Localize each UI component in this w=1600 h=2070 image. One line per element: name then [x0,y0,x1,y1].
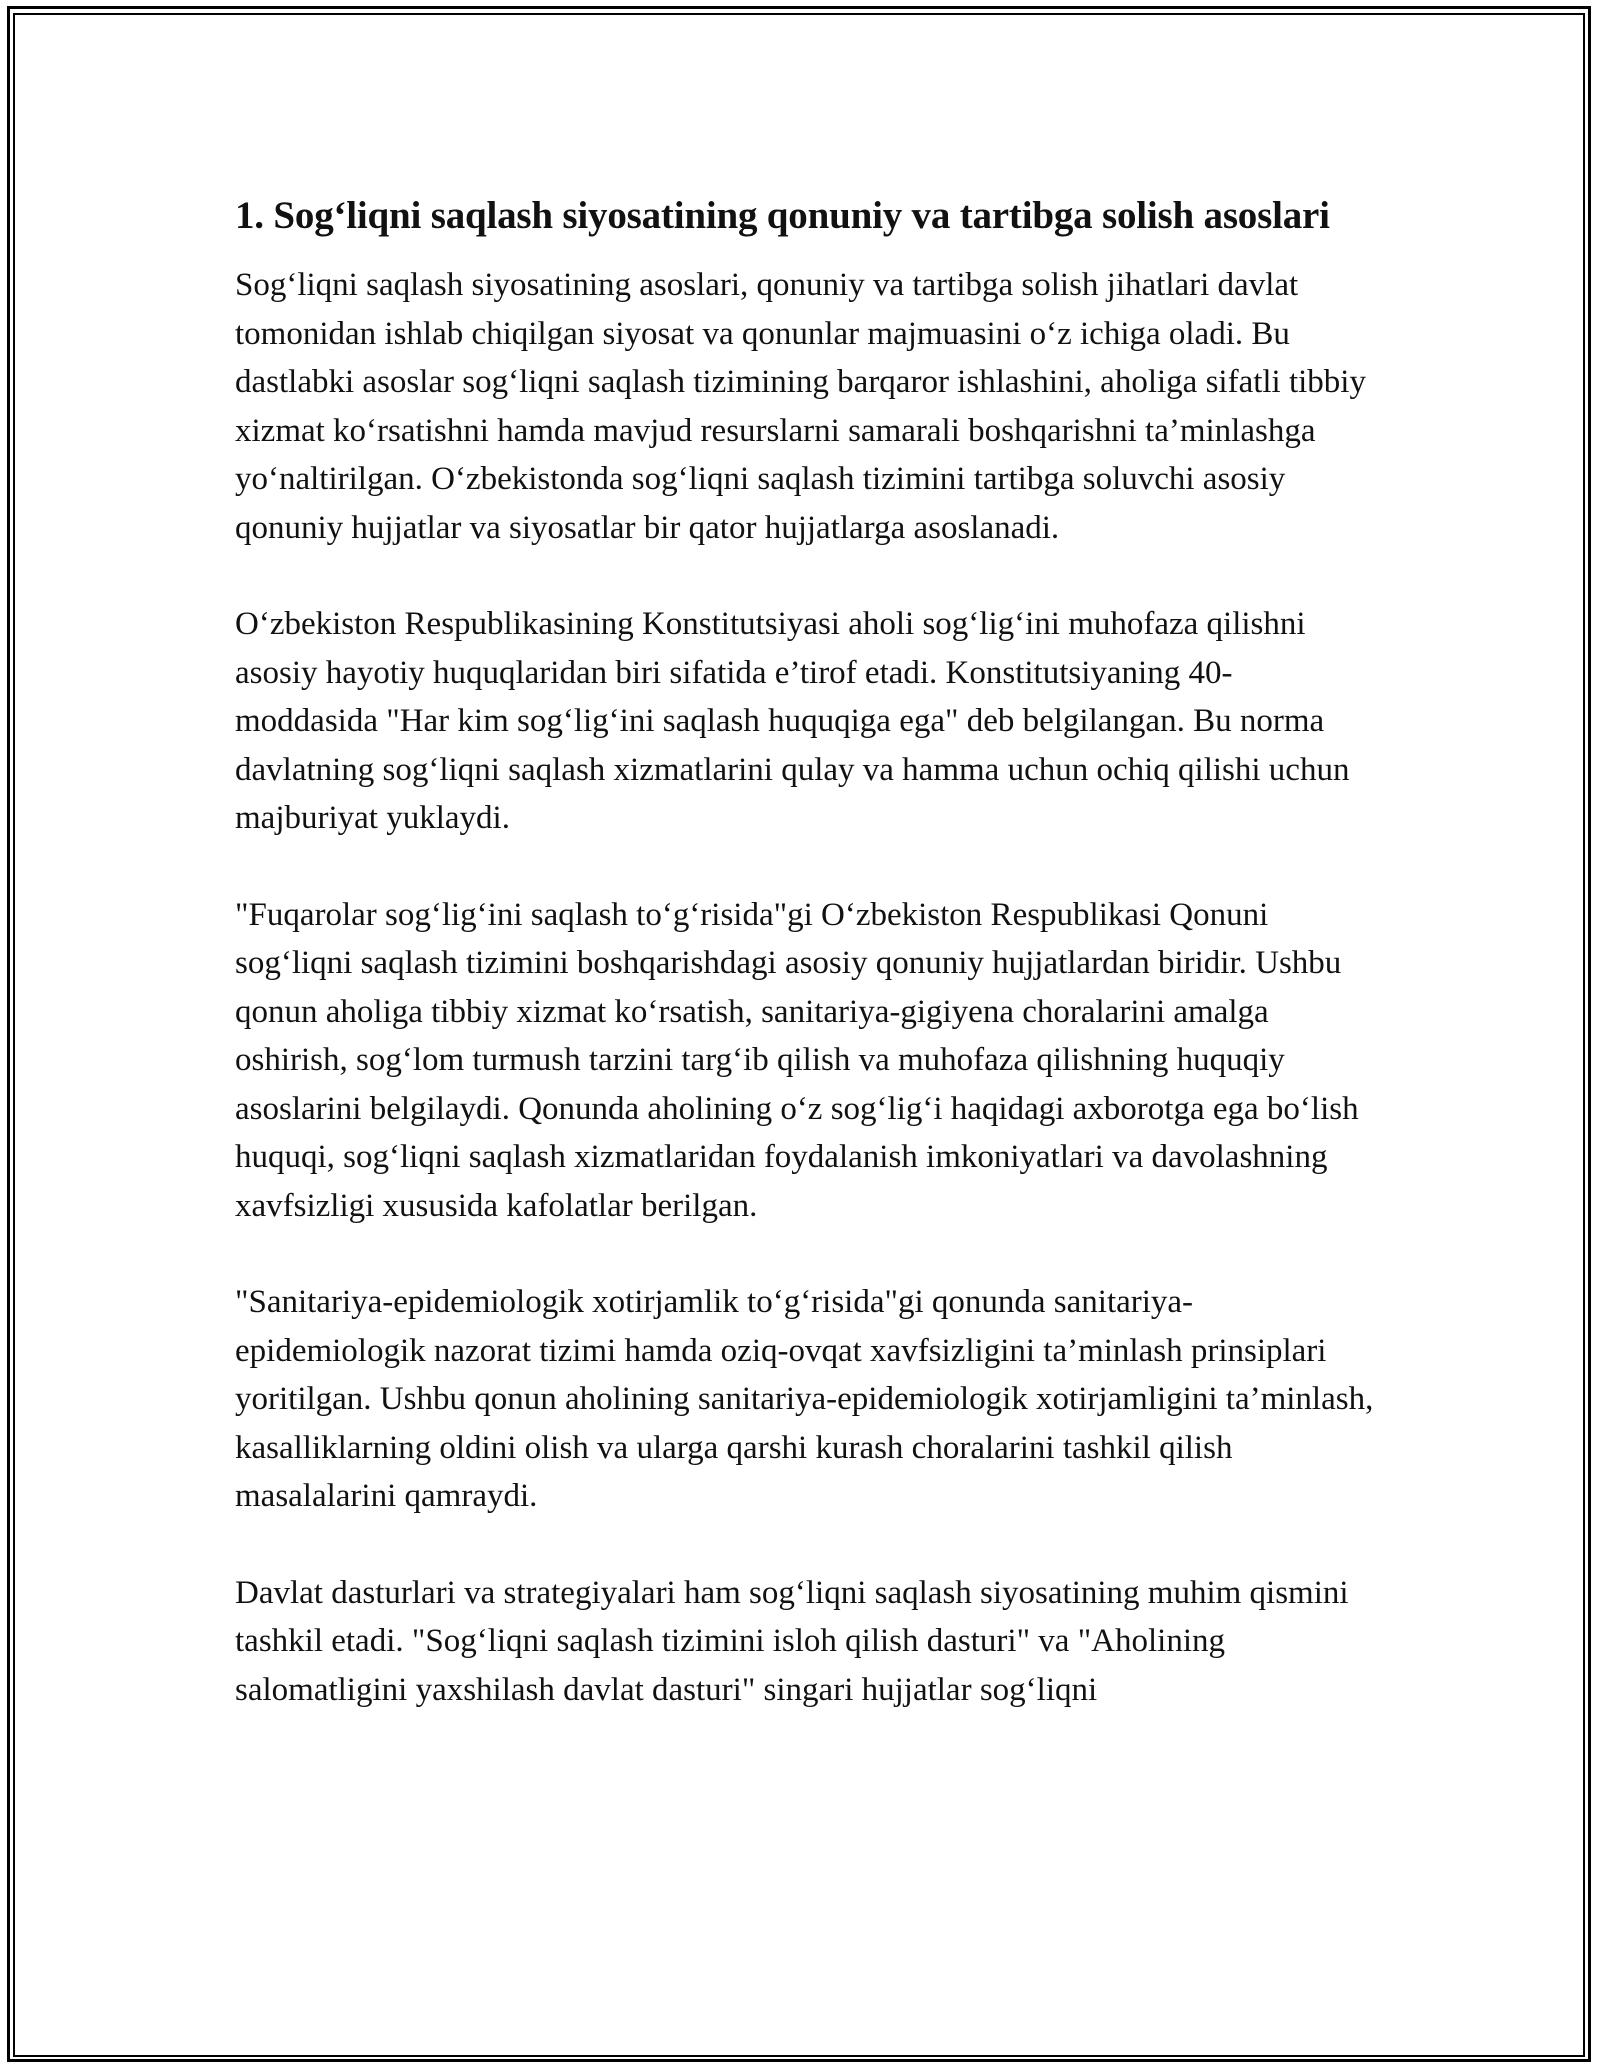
document-body [235,188,1375,1762]
paragraph-5: Davlat dasturlari va strategiyalari ham sog‘liqni saqlash siyosatining muhim qismini tashkil etadi. "Sog‘liqni saqlash tizimini isloh qilish dasturi" va "Aholining salomatligini yaxshilash davlat dasturi" singari hujjatlar sog‘liqni [235,1574,1349,1708]
paragraph-2: O‘zbekiston Respublikasining Konstitutsiyasi aholi sog‘lig‘ini muhofaza qilishni asosiy hayotiy huquqlaridan biri sifatida e’tirof etadi. Konstitutsiyaning 40-moddasida "Har kim sog‘lig‘ini saqlash huquqiga ega" deb belgilangan. Bu norma davlatning sog‘liqni saqlash xizmatlarini qulay va hamma uchun ochiq qilishi uchun majburiyat yuklaydi. [235,606,1350,836]
paragraph-3: "Fuqarolar sog‘lig‘ini saqlash to‘g‘risida"gi O‘zbekiston Respublikasi Qonuni sog‘liqni saqlash tizimini boshqarishdagi asosiy qonuniy hujjatlardan biridir. Ushbu qonun aholiga tibbiy xizmat ko‘rsatish, sanitariya-gigiyena choralarini amalga oshirish, sog‘lom turmush tarzini targ‘ib qilish va muhofaza qilishning huquqiy asoslarini belgilaydi. Qonunda aholining o‘z sog‘lig‘i haqidagi axborotga ega bo‘lish huquqi, sog‘liqni saqlash xizmatlaridan foydalanish imkoniyatlari va davolashning xavfsizligi xususida kafolatlar berilgan. [235,896,1359,1224]
paragraph-1: Sog‘liqni saqlash siyosatining asoslari, qonuniy va tartibga solish jihatlari davlat tomonidan ishlab chiqilgan siyosat va qonunlar majmuasini o‘z ichiga oladi. Bu dastlabki asoslar sog‘liqni saqlash tizimining barqaror ishlashini, aholiga sifatli tibbiy xizmat ko‘rsatishni hamda mavjud resurslarni samarali boshqarishni ta’minlashga yo‘naltirilgan. O‘zbekistonda sog‘liqni saqlash tizimini tartibga soluvchi asosiy qonuniy hujjatlar va siyosatlar bir qator hujjatlarga asoslanadi. [235,267,1366,546]
paragraph-4: "Sanitariya-epidemiologik xotirjamlik to‘g‘risida"gi qonunda sanitariya-epidemiologik nazorat tizimi hamda oziq-ovqat xavfsizligini ta’minlash prinsiplari yoritilgan. Ushbu qonun aholining sanitariya-epidemiologik xotirjamligini ta’minlash, kasalliklarning oldini olish va ularga qarshi kurash choralarini tashkil qilish masalalarini qamraydi. [235,1284,1374,1514]
section-heading: 1. Sog‘liqni saqlash siyosatining qonuniy va tartibga solish asoslari [235,194,1330,237]
